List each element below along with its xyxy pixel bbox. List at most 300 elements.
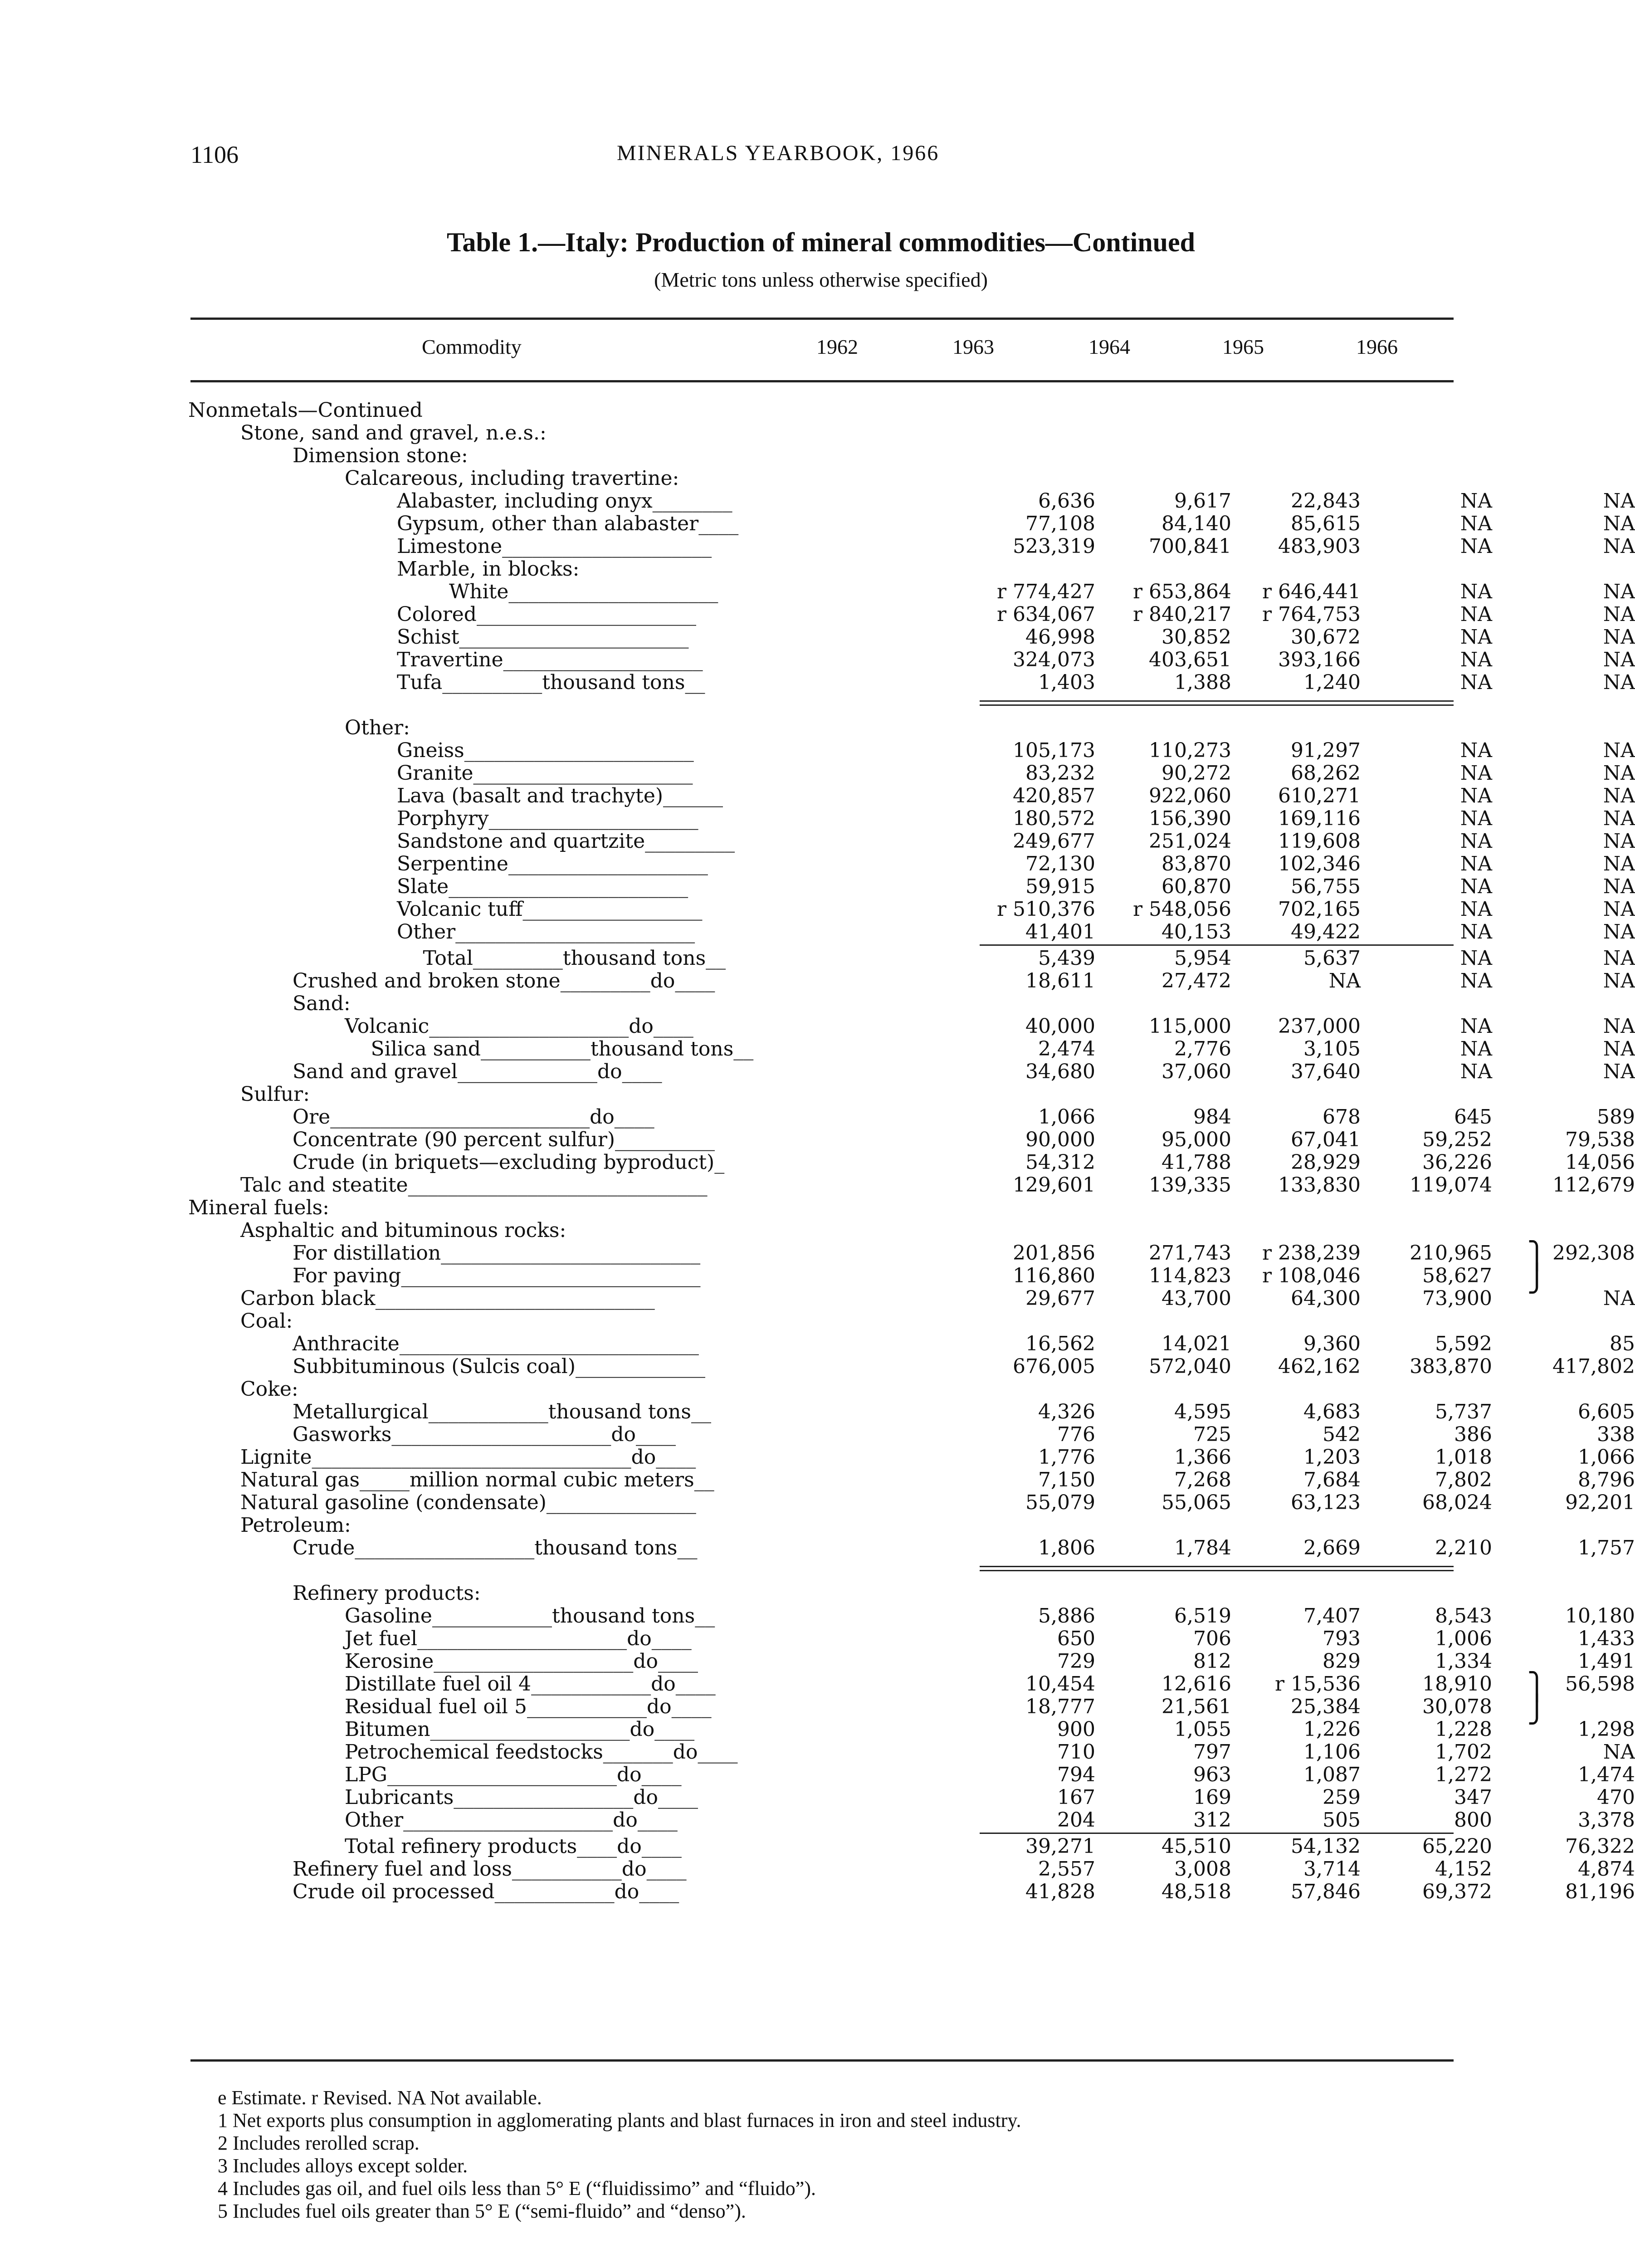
- cell-1966: 76,322: [1565, 1835, 1635, 1858]
- table-row: [188, 1786, 1635, 1809]
- cell-1963: 48,518: [1162, 1880, 1231, 1903]
- row-label: Travertine____________________: [397, 648, 703, 671]
- cell-1966: 1,491: [1578, 1650, 1635, 1673]
- row-label: Alabaster, including onyx________: [397, 489, 732, 513]
- cell-1964: 63,123: [1291, 1491, 1361, 1514]
- cell-1963: 55,065: [1162, 1491, 1231, 1514]
- row-label: Carbon black____________________________: [240, 1287, 655, 1310]
- cell-1962: 167: [1057, 1786, 1095, 1809]
- cell-1964: 49,422: [1291, 920, 1361, 943]
- table-row: [188, 1105, 1635, 1129]
- row-label: Nonmetals—Continued: [188, 399, 423, 422]
- cell-1964: 133,830: [1278, 1173, 1361, 1197]
- cell-1962: 41,401: [1025, 920, 1095, 943]
- cell-1966: NA: [1603, 875, 1635, 898]
- row-label: White_____________________: [449, 580, 718, 603]
- cell-1965: 68,024: [1422, 1491, 1492, 1514]
- table-row: [188, 1536, 1635, 1559]
- cell-1962: 54,312: [1025, 1151, 1095, 1174]
- cell-1965: 1,334: [1435, 1650, 1492, 1673]
- cell-1965: 1,272: [1435, 1763, 1492, 1786]
- cell-1966: NA: [1603, 920, 1635, 943]
- cell-1966: NA: [1603, 852, 1635, 875]
- cell-1964: 678: [1323, 1105, 1361, 1129]
- cell-1962: 16,562: [1025, 1332, 1095, 1355]
- cell-1962: 41,828: [1025, 1880, 1095, 1903]
- table-row: [188, 717, 1454, 739]
- cell-1965: NA: [1460, 784, 1492, 807]
- cell-1964: 57,846: [1291, 1880, 1361, 1903]
- footnotes: [218, 2087, 1442, 2223]
- cell-1966: 79,538: [1565, 1128, 1635, 1151]
- cell-1963: 797: [1193, 1740, 1231, 1764]
- cell-1965: NA: [1460, 807, 1492, 830]
- cell-1963: 83,870: [1162, 852, 1231, 875]
- table-row: [188, 1857, 1635, 1881]
- cell-1962: 1,066: [1038, 1105, 1095, 1129]
- table-row: [188, 1835, 1635, 1858]
- cell-1965: NA: [1460, 580, 1492, 603]
- table-row: [188, 1514, 1454, 1537]
- column-header-1962: 1962: [816, 335, 858, 358]
- running-title: MINERALS YEARBOOK, 1966: [617, 141, 940, 165]
- production-table: [188, 399, 1635, 1903]
- table-row: [188, 1491, 1635, 1514]
- cell-1963: 7,268: [1174, 1468, 1231, 1491]
- cell-1964: 7,407: [1303, 1604, 1361, 1628]
- cell-1965: NA: [1460, 739, 1492, 762]
- cell-1965: NA: [1460, 648, 1492, 671]
- cell-1965: 1,018: [1435, 1446, 1492, 1469]
- table-row: [188, 875, 1635, 898]
- cell-1966: 417,802: [1552, 1355, 1635, 1378]
- cell-1964: r 646,441: [1262, 580, 1361, 603]
- cell-1964: 793: [1323, 1627, 1361, 1650]
- table-row: [188, 1037, 1635, 1061]
- total-rule: [188, 943, 1454, 947]
- cell-1962: 420,857: [1013, 784, 1095, 807]
- cell-1963: 984: [1193, 1105, 1231, 1129]
- row-label: Sulfur:: [240, 1083, 310, 1106]
- table-row: [188, 467, 1454, 490]
- cell-1966: NA: [1603, 739, 1635, 762]
- cell-1962: 34,680: [1025, 1060, 1095, 1083]
- cell-1964: 462,162: [1278, 1355, 1361, 1378]
- cell-1962: r 510,376: [997, 898, 1095, 921]
- cell-1963: 90,272: [1162, 762, 1231, 785]
- cell-1963: 6,519: [1174, 1604, 1231, 1628]
- cell-1964: 169,116: [1278, 807, 1361, 830]
- row-label: Residual fuel oil 5____________do____: [345, 1695, 712, 1718]
- cell-1964: 2,669: [1303, 1536, 1361, 1559]
- row-label: Crushed and broken stone_________do____: [293, 969, 715, 992]
- cell-1965: 58,627: [1422, 1264, 1492, 1287]
- cell-1965: 1,702: [1435, 1740, 1492, 1764]
- cell-1964: 5,637: [1303, 947, 1361, 970]
- cell-1964: 56,755: [1291, 875, 1361, 898]
- table-row: [188, 1582, 1454, 1605]
- cell-1963: 963: [1193, 1763, 1231, 1786]
- row-label: Other_____________________do____: [345, 1809, 678, 1832]
- cell-1963: 115,000: [1149, 1015, 1231, 1038]
- cell-1966: NA: [1603, 969, 1635, 992]
- cell-1963: 41,788: [1162, 1151, 1231, 1174]
- table-row: [188, 762, 1635, 785]
- row-label: Gypsum, other than alabaster____: [397, 512, 739, 535]
- cell-1964: 37,640: [1291, 1060, 1361, 1083]
- column-header-1964: 1964: [1088, 335, 1130, 358]
- cell-1965: 8,543: [1435, 1604, 1492, 1628]
- row-label: Bitumen____________________do____: [345, 1718, 695, 1741]
- cell-1962: 116,860: [1013, 1264, 1095, 1287]
- row-label: Volcanic____________________do____: [345, 1015, 693, 1038]
- cell-1964: 9,360: [1303, 1332, 1361, 1355]
- row-label: Stone, sand and gravel, n.e.s.:: [240, 421, 547, 445]
- cell-1966: 292,308: [1552, 1242, 1635, 1265]
- table-row: [188, 969, 1635, 992]
- cell-1966: NA: [1603, 648, 1635, 671]
- cell-1962: 676,005: [1013, 1355, 1095, 1378]
- cell-1965: NA: [1460, 535, 1492, 558]
- cell-1963: 572,040: [1149, 1355, 1231, 1378]
- cell-1962: 83,232: [1025, 762, 1095, 785]
- cell-1962: 2,557: [1038, 1857, 1095, 1881]
- brace-bottom: ⎭: [1527, 1694, 1547, 1725]
- cell-1966: 6,605: [1578, 1400, 1635, 1423]
- cell-1966: 470: [1597, 1786, 1635, 1809]
- table-row: [188, 784, 1635, 807]
- cell-1963: 45,510: [1162, 1835, 1231, 1858]
- row-label: Sand and gravel______________do____: [293, 1060, 662, 1083]
- table-row: [188, 830, 1635, 853]
- cell-1963: 169: [1193, 1786, 1231, 1809]
- cell-1962: 129,601: [1013, 1173, 1095, 1197]
- cell-1963: 1,784: [1174, 1536, 1231, 1559]
- cell-1964: r 108,046: [1262, 1264, 1361, 1287]
- cell-1963: 1,366: [1174, 1446, 1231, 1469]
- table-row: [188, 807, 1635, 830]
- cell-1963: 30,852: [1162, 626, 1231, 649]
- row-label: Petroleum:: [240, 1514, 351, 1537]
- double-rule: [188, 1559, 1454, 1582]
- table-row: [188, 1173, 1635, 1197]
- cell-1966: 56,598: [1565, 1672, 1635, 1696]
- table-row: [188, 1151, 1635, 1174]
- cell-1964: 28,929: [1291, 1151, 1361, 1174]
- row-label: Refinery products:: [293, 1582, 481, 1605]
- cell-1963: 156,390: [1149, 807, 1231, 830]
- cell-1962: 90,000: [1025, 1128, 1095, 1151]
- row-label: Crude (in briquets—excluding byproduct)_: [293, 1151, 725, 1174]
- row-label: Marble, in blocks:: [397, 557, 580, 581]
- cell-1964: 7,684: [1303, 1468, 1361, 1491]
- cell-1965: 69,372: [1422, 1880, 1492, 1903]
- cell-1963: 84,140: [1162, 512, 1231, 535]
- cell-1964: 25,384: [1291, 1695, 1361, 1718]
- table-row: [188, 1310, 1454, 1333]
- cell-1962: 180,572: [1013, 807, 1095, 830]
- table-row: [188, 648, 1635, 671]
- cell-1963: r 653,864: [1133, 580, 1231, 603]
- table-row: [188, 535, 1635, 558]
- cell-1966: 10,180: [1565, 1604, 1635, 1628]
- footnote: e Estimate. r Revised. NA Not available.: [218, 2087, 542, 2109]
- cell-1964: 22,843: [1291, 489, 1361, 513]
- cell-1966: NA: [1603, 489, 1635, 513]
- cell-1962: 1,776: [1038, 1446, 1095, 1469]
- cell-1964: 505: [1323, 1809, 1361, 1832]
- row-label: Other:: [345, 716, 410, 739]
- cell-1963: 3,008: [1174, 1857, 1231, 1881]
- cell-1966: 92,201: [1565, 1491, 1635, 1514]
- row-label: Lignite________________________________do____: [240, 1446, 696, 1469]
- cell-1962: 59,915: [1025, 875, 1095, 898]
- cell-1964: 119,608: [1278, 830, 1361, 853]
- cell-1962: 201,856: [1013, 1242, 1095, 1265]
- cell-1964: 54,132: [1291, 1835, 1361, 1858]
- cell-1966: 1,757: [1578, 1536, 1635, 1559]
- cell-1964: 829: [1323, 1650, 1361, 1673]
- table-row: [188, 558, 1454, 581]
- table-row: [188, 1627, 1635, 1650]
- cell-1963: 700,841: [1149, 535, 1231, 558]
- cell-1963: 725: [1193, 1423, 1231, 1446]
- cell-1962: 650: [1057, 1627, 1095, 1650]
- cell-1962: r 774,427: [997, 580, 1095, 603]
- brace-top: ⎫: [1527, 1240, 1547, 1271]
- cell-1962: 72,130: [1025, 852, 1095, 875]
- row-label: Talc and steatite______________________________: [240, 1173, 708, 1197]
- cell-1966: NA: [1603, 580, 1635, 603]
- cell-1965: 386: [1454, 1423, 1492, 1446]
- cell-1962: 55,079: [1025, 1491, 1095, 1514]
- row-label: Gasoline____________thousand tons__: [345, 1604, 715, 1628]
- cell-1965: NA: [1460, 1037, 1492, 1061]
- cell-1966: 4,874: [1578, 1857, 1635, 1881]
- cell-1965: NA: [1460, 603, 1492, 626]
- cell-1964: 4,683: [1303, 1400, 1361, 1423]
- table-row: [188, 852, 1635, 875]
- table-row: [188, 1060, 1635, 1083]
- cell-1963: 110,273: [1149, 739, 1231, 762]
- cell-1964: 237,000: [1278, 1015, 1361, 1038]
- row-label: Crude__________________thousand tons__: [293, 1536, 698, 1559]
- cell-1966: 3,378: [1578, 1809, 1635, 1832]
- row-label: For paving______________________________: [293, 1264, 701, 1287]
- cell-1965: NA: [1460, 852, 1492, 875]
- cell-1966: 14,056: [1565, 1151, 1635, 1174]
- cell-1964: 3,105: [1303, 1037, 1361, 1061]
- table-row: [188, 1880, 1635, 1903]
- cell-1964: 64,300: [1291, 1287, 1361, 1310]
- cell-1962: 710: [1057, 1740, 1095, 1764]
- row-label: Schist_______________________: [397, 626, 689, 649]
- cell-1965: 30,078: [1422, 1695, 1492, 1718]
- cell-1965: 5,592: [1435, 1332, 1492, 1355]
- cell-1964: 67,041: [1291, 1128, 1361, 1151]
- cell-1964: NA: [1328, 969, 1361, 992]
- cell-1965: NA: [1460, 920, 1492, 943]
- cell-1966: NA: [1603, 512, 1635, 535]
- footnote: 3 Includes alloys except solder.: [218, 2155, 468, 2177]
- table-row: [188, 1240, 1635, 1271]
- cell-1963: 12,616: [1162, 1672, 1231, 1696]
- page-header: [190, 141, 1451, 177]
- cell-1965: NA: [1460, 830, 1492, 853]
- cell-1965: NA: [1460, 1060, 1492, 1083]
- row-label: Kerosine____________________do____: [345, 1650, 698, 1673]
- row-label: Serpentine____________________: [397, 852, 708, 875]
- cell-1963: 922,060: [1149, 784, 1231, 807]
- table-subtitle: (Metric tons unless otherwise specified): [654, 268, 988, 291]
- cell-1964: 542: [1323, 1423, 1361, 1446]
- cell-1964: 91,297: [1291, 739, 1361, 762]
- cell-1963: 251,024: [1149, 830, 1231, 853]
- cell-1964: r 15,536: [1275, 1672, 1361, 1696]
- cell-1962: 249,677: [1013, 830, 1095, 853]
- cell-1964: 1,087: [1303, 1763, 1361, 1786]
- cell-1964: 702,165: [1278, 898, 1361, 921]
- cell-1962: 105,173: [1013, 739, 1095, 762]
- table-row: [188, 1650, 1635, 1673]
- table-row: [188, 1219, 1454, 1242]
- cell-1966: 8,796: [1578, 1468, 1635, 1491]
- cell-1964: 1,203: [1303, 1446, 1361, 1469]
- cell-1965: 5,737: [1435, 1400, 1492, 1423]
- row-label: Porphyry_____________________: [397, 807, 698, 830]
- cell-1965: 645: [1454, 1105, 1492, 1129]
- cell-1965: NA: [1460, 626, 1492, 649]
- cell-1966: NA: [1603, 1287, 1635, 1310]
- cell-1965: 73,900: [1422, 1287, 1492, 1310]
- cell-1964: 610,271: [1278, 784, 1361, 807]
- table-row: [188, 1604, 1635, 1628]
- cell-1965: NA: [1460, 489, 1492, 513]
- table-row: [188, 626, 1635, 649]
- column-header-commodity: Commodity: [422, 335, 522, 358]
- cell-1962: 7,150: [1038, 1468, 1095, 1491]
- row-label: Gasworks______________________do____: [293, 1423, 676, 1446]
- table-row: [188, 603, 1635, 626]
- cell-1963: 1,388: [1174, 671, 1231, 694]
- cell-1965: 210,965: [1410, 1242, 1492, 1265]
- cell-1963: 14,021: [1162, 1332, 1231, 1355]
- cell-1963: 312: [1193, 1809, 1231, 1832]
- row-label: Anthracite______________________________: [293, 1332, 699, 1355]
- cell-1965: NA: [1460, 512, 1492, 535]
- table-row: [188, 920, 1635, 943]
- cell-1962: 10,454: [1025, 1672, 1095, 1696]
- row-label: Distillate fuel oil 4____________do____: [345, 1672, 716, 1696]
- table-row: [188, 1718, 1635, 1741]
- table-row: [188, 898, 1635, 921]
- row-label: Volcanic tuff__________________: [397, 898, 703, 921]
- table-row: [188, 1015, 1635, 1038]
- cell-1966: 338: [1597, 1423, 1635, 1446]
- row-label: Total_________thousand tons__: [423, 947, 726, 970]
- cell-1966: NA: [1603, 1037, 1635, 1061]
- table-row: [188, 1446, 1635, 1469]
- row-label: Coal:: [240, 1310, 293, 1333]
- row-label: Dimension stone:: [293, 444, 468, 467]
- cell-1962: 1,403: [1038, 671, 1095, 694]
- cell-1963: 5,954: [1174, 947, 1231, 970]
- cell-1965: 1,228: [1435, 1718, 1492, 1741]
- cell-1965: NA: [1460, 1015, 1492, 1038]
- cell-1965: NA: [1460, 969, 1492, 992]
- cell-1966: 112,679: [1552, 1173, 1635, 1197]
- cell-1963: 40,153: [1162, 920, 1231, 943]
- cell-1962: 39,271: [1025, 1835, 1095, 1858]
- cell-1962: 77,108: [1025, 512, 1095, 535]
- table-row: [188, 1083, 1454, 1106]
- row-label: Asphaltic and bituminous rocks:: [240, 1219, 566, 1242]
- cell-1962: 40,000: [1025, 1015, 1095, 1038]
- row-label: Limestone_____________________: [397, 535, 712, 558]
- row-label: Metallurgical____________thousand tons__: [293, 1400, 711, 1423]
- row-label: Natural gas_____million normal cubic meters__: [240, 1468, 714, 1491]
- table-row: [188, 1809, 1635, 1832]
- row-label: Subbituminous (Sulcis coal)_____________: [293, 1355, 706, 1378]
- cell-1962: r 634,067: [997, 603, 1095, 626]
- cell-1966: NA: [1603, 807, 1635, 830]
- table-row: [188, 489, 1635, 513]
- cell-1962: 29,677: [1025, 1287, 1095, 1310]
- cell-1964: r 238,239: [1262, 1242, 1361, 1265]
- table-row: [188, 671, 1635, 694]
- cell-1965: NA: [1460, 947, 1492, 970]
- cell-1963: r 840,217: [1133, 603, 1231, 626]
- row-label: Sand:: [293, 992, 351, 1015]
- cell-1966: 85: [1610, 1332, 1635, 1355]
- table-row: [188, 1694, 1547, 1725]
- cell-1963: 2,776: [1174, 1037, 1231, 1061]
- cell-1962: 204: [1057, 1809, 1095, 1832]
- cell-1963: 43,700: [1162, 1287, 1231, 1310]
- table-row: [188, 580, 1635, 603]
- cell-1966: NA: [1603, 671, 1635, 694]
- double-rule: [188, 694, 1454, 717]
- cell-1964: 3,714: [1303, 1857, 1361, 1881]
- table-row: [188, 1332, 1635, 1355]
- cell-1966: NA: [1603, 762, 1635, 785]
- row-label: Tufa__________thousand tons__: [397, 671, 705, 694]
- cell-1966: NA: [1603, 603, 1635, 626]
- row-label: Petrochemical feedstocks_______do____: [345, 1740, 738, 1764]
- cell-1963: 9,617: [1174, 489, 1231, 513]
- cell-1965: 1,006: [1435, 1627, 1492, 1650]
- cell-1963: 139,335: [1149, 1173, 1231, 1197]
- table-top-rule: [190, 318, 1454, 320]
- row-label: Total refinery products____do____: [345, 1835, 682, 1858]
- row-label: LPG_______________________do____: [345, 1763, 682, 1786]
- row-label: Lubricants__________________do____: [345, 1786, 698, 1809]
- cell-1965: NA: [1460, 671, 1492, 694]
- cell-1966: 589: [1597, 1105, 1635, 1129]
- table-row: [188, 1128, 1635, 1151]
- cell-1966: NA: [1603, 830, 1635, 853]
- table-bottom-rule: [190, 2059, 1454, 2062]
- row-label: Colored______________________: [397, 603, 696, 626]
- cell-1964: 85,615: [1291, 512, 1361, 535]
- cell-1963: 706: [1193, 1627, 1231, 1650]
- row-label: Calcareous, including travertine:: [345, 467, 679, 490]
- cell-1964: 68,262: [1291, 762, 1361, 785]
- cell-1965: NA: [1460, 898, 1492, 921]
- table-row: [188, 1197, 1454, 1219]
- cell-1966: 1,298: [1578, 1718, 1635, 1741]
- cell-1966: 81,196: [1565, 1880, 1635, 1903]
